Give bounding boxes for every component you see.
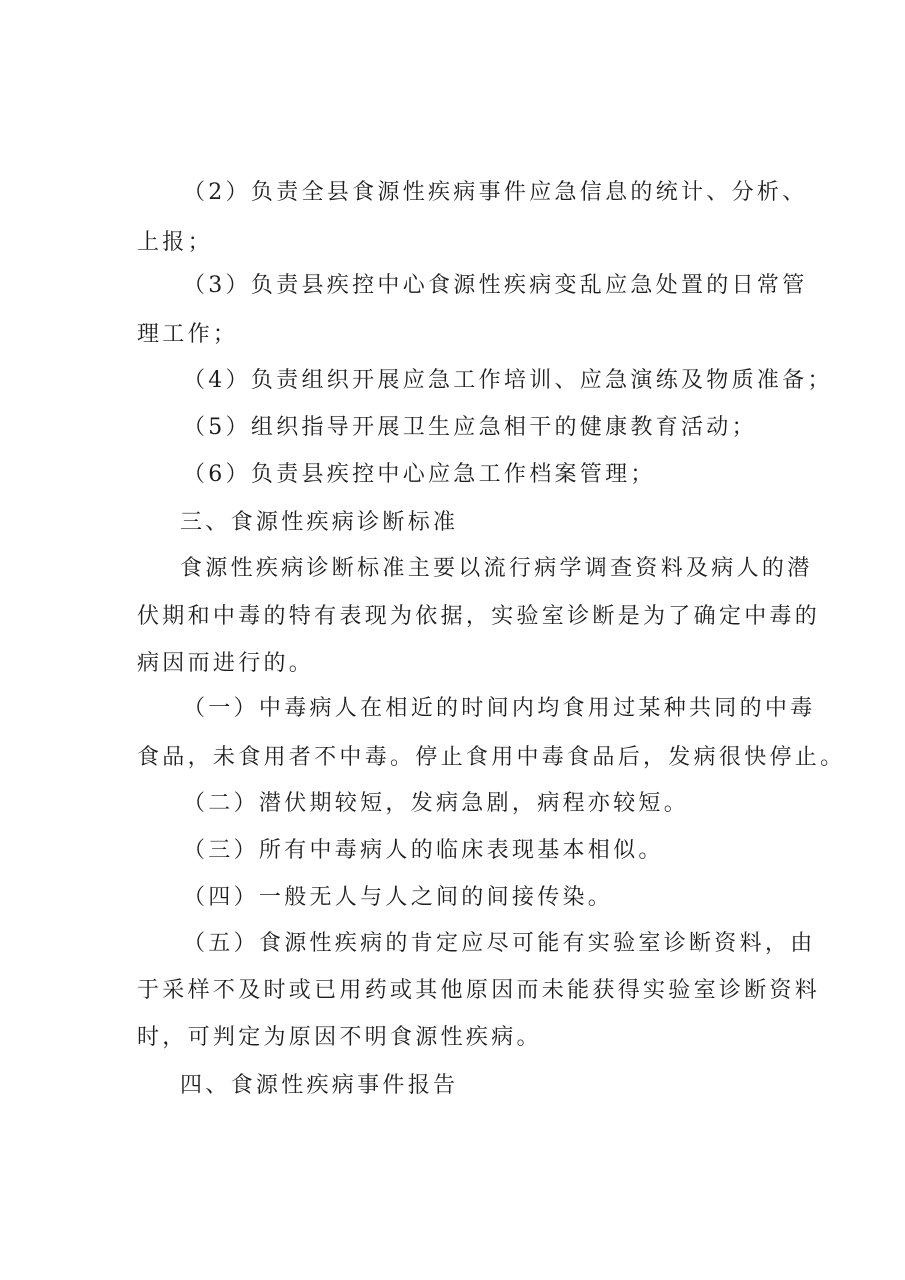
paragraph-line: （五）食源性疾病的肯定应尽可能有实验室诊断资料，由	[183, 931, 816, 956]
paragraph-line: 于采样不及时或已用药或其他原因而未能获得实验室诊断资料	[137, 978, 821, 1003]
paragraph-line: （5）组织指导开展卫生应急相干的健康教育活动；	[183, 415, 757, 440]
paragraph-line: （3）负责县疾控中心食源性疾病变乱应急处置的日常管	[183, 273, 808, 298]
section-heading: 四、食源性疾病事件报告	[180, 1073, 459, 1098]
paragraph-line: （一）中毒病人在相近的时间内均食用过某种共同的中毒	[183, 696, 816, 721]
paragraph-line: （2）负责全县食源性疾病事件应急信息的统计、分析、	[183, 180, 808, 205]
paragraph-line: 食源性疾病诊断标准主要以流行病学调查资料及病人的潜	[180, 556, 813, 581]
paragraph-line: 伏期和中毒的特有表现为依据，实验室诊断是为了确定中毒的	[137, 604, 821, 629]
section-heading: 三、食源性疾病诊断标准	[180, 510, 459, 535]
paragraph-line: 理工作；	[137, 322, 239, 347]
paragraph-line: （三）所有中毒病人的临床表现基本相似。	[183, 838, 664, 863]
paragraph-line: 上报；	[137, 230, 213, 255]
paragraph-line: （四）一般无人与人之间的间接传染。	[183, 885, 614, 910]
paragraph-line: （4）负责组织开展应急工作培训、应急演练及物质准备；	[183, 368, 833, 393]
paragraph-line: 食品，未食用者不中毒。停止食用中毒食品后，发病很快停止。	[137, 745, 846, 770]
paragraph-line: 病因而进行的。	[137, 651, 315, 676]
paragraph-line: 时，可判定为原因不明食源性疾病。	[137, 1025, 542, 1050]
paragraph-line: （二）潜伏期较短，发病急剧，病程亦较短。	[183, 791, 690, 816]
paragraph-line: （6）负责县疾控中心应急工作档案管理；	[183, 462, 656, 487]
